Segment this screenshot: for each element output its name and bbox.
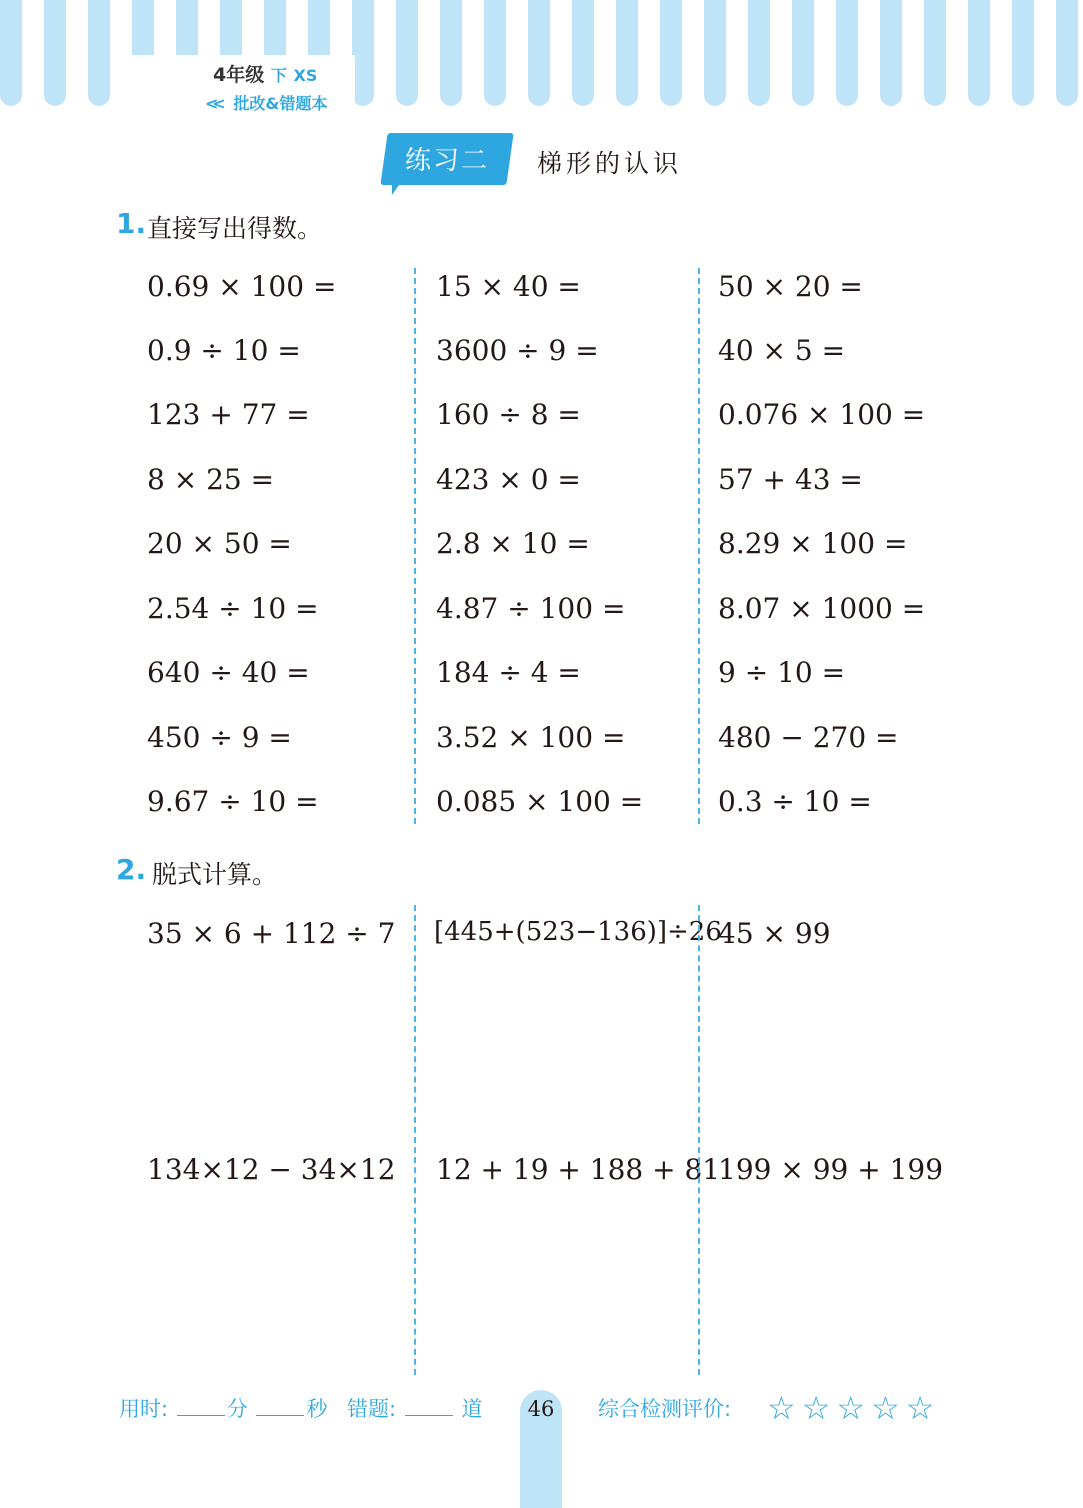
calc-problem: 45 × 99 xyxy=(718,917,831,950)
question-2-text: 脱式计算。 xyxy=(152,860,278,889)
calc-problem: 12 + 19 + 188 + 81 xyxy=(436,1153,721,1186)
problem: 50 × 20 = xyxy=(718,270,863,303)
problem: 15 × 40 = xyxy=(436,270,581,303)
problem: 4.87 ÷ 100 = xyxy=(436,592,626,625)
errors-label: 错题: xyxy=(347,1397,397,1421)
problem: 57 + 43 = xyxy=(718,463,863,496)
column-divider xyxy=(414,268,416,824)
seconds-blank[interactable] xyxy=(256,1397,304,1416)
minutes-blank[interactable] xyxy=(177,1397,225,1416)
grade-text: 4年级 xyxy=(213,64,265,86)
problem: 0.69 × 100 = xyxy=(147,270,337,303)
book-title: 批改&错题本 xyxy=(233,94,328,113)
problem: 450 ÷ 9 = xyxy=(147,721,292,754)
question-1-number: 1. xyxy=(116,207,147,240)
problem: 0.3 ÷ 10 = xyxy=(718,785,872,818)
problem: 3.52 × 100 = xyxy=(436,721,626,754)
exercise-label: 练习二 xyxy=(404,146,489,176)
problem: 8.29 × 100 = xyxy=(718,527,908,560)
problem: 3600 ÷ 9 = xyxy=(436,334,599,367)
minute-unit: 分 xyxy=(226,1397,248,1421)
problem: 123 + 77 = xyxy=(147,398,310,431)
time-label: 用时: xyxy=(119,1397,169,1421)
time-field xyxy=(119,1393,327,1423)
problem: 423 × 0 = xyxy=(436,463,581,496)
problem: 8 × 25 = xyxy=(147,463,275,496)
page-number: 46 xyxy=(527,1397,555,1421)
grade-label xyxy=(213,60,317,87)
problem: 9.67 ÷ 10 = xyxy=(147,785,319,818)
problem: 2.54 ÷ 10 = xyxy=(147,592,319,625)
exercise-badge-tail xyxy=(392,175,406,195)
problem: 0.9 ÷ 10 = xyxy=(147,334,301,367)
problem: 480 − 270 = xyxy=(718,721,899,754)
problem: 184 ÷ 4 = xyxy=(436,656,581,689)
problem: 0.085 × 100 = xyxy=(436,785,644,818)
problem: 40 × 5 = xyxy=(718,334,846,367)
double-left-arrow-icon: << xyxy=(205,94,220,113)
term-text: 下 xyxy=(270,66,287,85)
column-divider xyxy=(698,905,700,1375)
problem: 20 × 50 = xyxy=(147,527,292,560)
errors-unit: 道 xyxy=(461,1397,483,1421)
question-2-number: 2. xyxy=(116,853,147,886)
calc-problem: 35 × 6 + 112 ÷ 7 xyxy=(147,917,396,950)
problem: 160 ÷ 8 = xyxy=(436,398,581,431)
errors-blank[interactable] xyxy=(405,1397,453,1416)
book-label xyxy=(205,91,327,114)
second-unit: 秒 xyxy=(306,1397,328,1421)
rating-label: 综合检测评价: xyxy=(598,1397,732,1421)
question-1-text: 直接写出得数。 xyxy=(147,214,323,243)
column-divider xyxy=(414,905,416,1375)
header-tab xyxy=(125,55,205,115)
column-divider xyxy=(698,268,700,824)
calc-problem: 134×12 − 34×12 xyxy=(147,1153,396,1186)
calc-problem: 199 × 99 + 199 xyxy=(718,1153,944,1186)
rating-stars-icon[interactable]: ☆☆☆☆☆ xyxy=(767,1389,941,1427)
edition-text: XS xyxy=(293,66,318,85)
problem: 9 ÷ 10 = xyxy=(718,656,846,689)
problem: 8.07 × 1000 = xyxy=(718,592,926,625)
errors-field xyxy=(347,1393,482,1423)
exercise-title: 梯形的认识 xyxy=(537,149,683,178)
calc-problem: [445+(523−136)]÷26 xyxy=(434,917,722,947)
problem: 640 ÷ 40 = xyxy=(147,656,310,689)
problem: 2.8 × 10 = xyxy=(436,527,590,560)
problem: 0.076 × 100 = xyxy=(718,398,926,431)
